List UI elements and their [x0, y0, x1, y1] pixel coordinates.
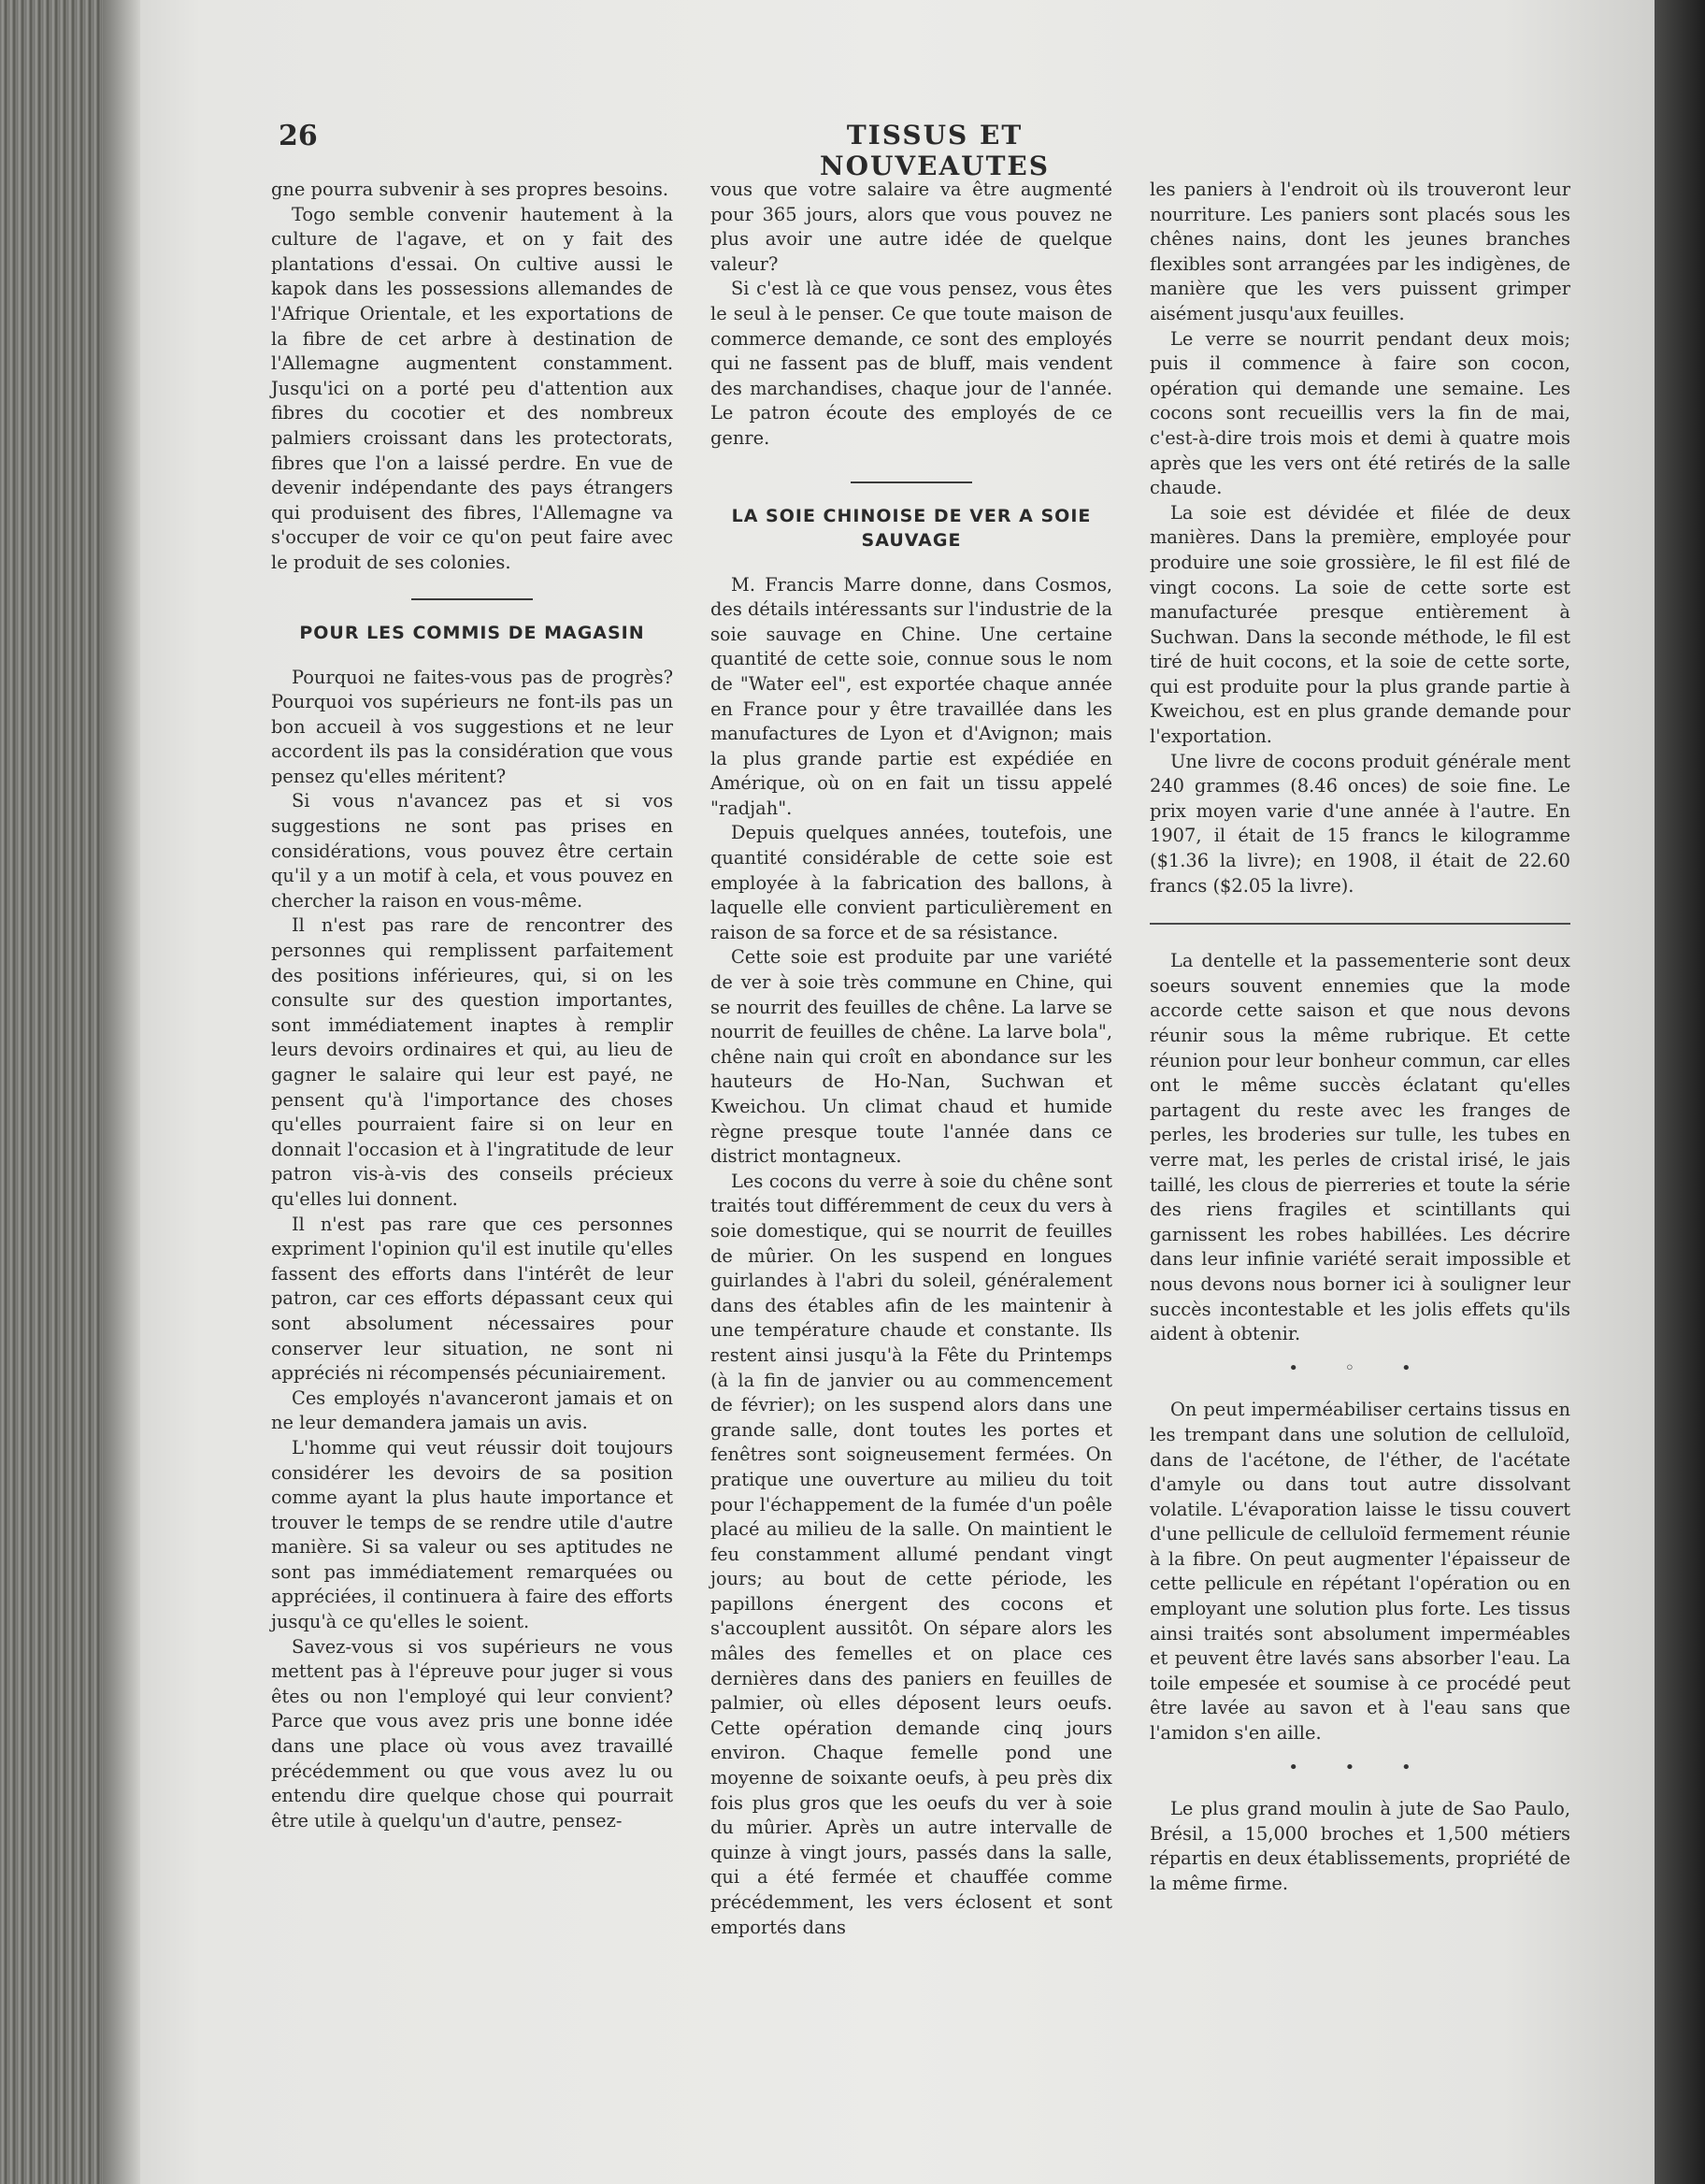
paragraph: Le plus grand moulin à jute de Sao Paulo, Brésil, a 15,000 broches et 1,500 métiers répartis en deux établissements, propriété de la même firme.	[1150, 1798, 1570, 1894]
paragraph: Depuis quelques années, toutefois, une quantité considérable de cette soie est employée à la fabrication des ballons, à laquelle elle convient particulièrement en raison de sa force et de sa résistance.	[710, 822, 1112, 943]
section-divider	[1150, 923, 1570, 925]
paragraph: Pourquoi ne faites-vous pas de progrès? Pourquoi vos supérieurs ne font-ils pas un bon accueil à vos suggestions et ne leur accordent ils pas la considération que vous pensez qu'elles méritent?	[271, 666, 673, 787]
paragraph: L'homme qui veut réussir doit toujours considérer les devoirs de sa position comme ayant la plus haute importance et trouver le temps de se rendre utile d'autre manière. Si sa valeur ou ses aptitudes ne sont pas immédiatement remarquées ou appréciées, il continuera à faire des efforts jusqu'à ce qu'elles le soient.	[271, 1436, 673, 1633]
paragraph: Le verre se nourrit pendant deux mois; puis il commence à faire son cocon, opération qui demande une semaine. Les cocons sont recueillis vers la fin de mai, c'est-à-dire trois mois et demi à quatre mois après que les vers ont été retirés de la salle chaude.	[1150, 327, 1570, 499]
asterism-divider: • ◦ •	[1288, 1358, 1432, 1378]
paragraph: les paniers à l'endroit où ils trouveront leur nourriture. Les paniers sont placés sous les chênes nains, dont les jeunes branches flexibles sont arrangées par les indigènes, de manière que les vers puissent grimper aisément jusqu'aux feuilles.	[1150, 179, 1570, 324]
paragraph: Ces employés n'avanceront jamais et on ne leur demandera jamais un avis.	[271, 1387, 673, 1434]
paragraph: Il n'est pas rare de rencontrer des personnes qui remplissent parfaitement des positions inférieures, qui, si on les consulte sur des question importantes, sont immédiatement inaptes à remplir leurs devoirs ordinaires et qui, au lieu de gagner le salaire qui leur est payé, ne pensent qu'à l'importance des choses qu'elles pourraient faire si on leur en donnait l'occasion et à l'ingratitude de leur patron vis-à-vis des conseils précieux qu'elles lui donnent.	[271, 914, 673, 1210]
page-header	[140, 120, 1655, 181]
paragraph: Les cocons du verre à soie du chêne sont traités tout différemment de ceux du vers à soie domestique, qui se nourrit de feuilles de mûrier. On les suspend en longues guirlandes à l'abri du soleil, généralement dans des étables afin de les maintenir à une température chaude et constante. Ils restent ainsi jusqu'à la Fête du Printemps (à la fin de janvier ou au commencement de février); on les suspend alors dans une grande salle, dont toutes les portes et fenêtres sont soigneusement fermées. On pratique une ouverture au milieu du toit pour l'échappement de la fumée d'un poêle placé au milieu de la salle. On maintient le feu constamment allumé pendant vingt jours; au bout de cette période, les papillons énergent des cocons et s'accouplent aussitôt. On sépare alors les mâles des femelles et on place ces dernières dans des paniers en feuilles de palmier, où elles déposent leurs oeufs. Cette opération demande cinq jours environ. Chaque femelle pond une moyenne de soixante oeufs, à peu près dix fois plus gros que les oeufs du ver à soie du mûrier. Après un autre intervalle de quinze à vingt jours, passés dans la salle, qui a été fermée et chauffée comme précédemment, les vers éclosent et sont emportés dans	[710, 1170, 1112, 1938]
paragraph: Une livre de cocons produit générale ment 240 grammes (8.46 onces) de soie fine. Le prix moyen varie d'une année à l'autre. En 1907, il était de 15 francs le kilogramme ($1.36 la livre); en 1908, il était de 22.60 francs ($2.05 la livre).	[1150, 750, 1570, 897]
paragraph: Togo semble convenir hautement à la culture de l'agave, et on y fait des plantations d'essai. On cultive aussi le kapok dans les possessions allemandes de l'Afrique Orientale, et les exportations de la fibre de cet arbre à destination de l'Allemagne augmentent constamment. Jusqu'ici on a porté peu d'attention aux fibres du cocotier et des nombreux palmiers croissant dans les protectorats, fibres que l'on a laissé perdre. En vue de devenir indépendante des pays étrangers qui produisent des fibres, l'Allemagne va s'occuper de voir ce qu'on peut faire avec le produit de ses colonies.	[271, 203, 673, 573]
paragraph: M. Francis Marre donne, dans Cosmos, des détails intéressants sur l'industrie de la soie sauvage en Chine. Une certaine quantité de cette soie, connue sous le nom de "Water eel", est exportée chaque année en France pour y être travaillée dans les manufactures de Lyon et d'Avignon; mais la plus grande partie est expédiée en Amérique, où on en fait un tissu appelé "radjah".	[710, 573, 1112, 819]
page-shadow	[1655, 0, 1705, 2184]
paragraph: La dentelle et la passementerie sont deux soeurs souvent ennemies que la mode accorde cette saison et que nous devons réunir sous la même rubrique. Et cette réunion pour leur bonheur commun, car elles ont le même succès éclatant qu'elles partagent du reste avec les franges de perles, les broderies sur tulle, les tubes en verre mat, les perles de cristal irisé, le jais taillé, les clous de pierreries et toute la série des riens fragiles et scintillants qui garnissent les robes habillées. Les décrire dans leur infinie variété serait impossible et nous devons nous borner ici à souligner leur succès incontestable et les jolis effets qu'ils aident à obtenir.	[1150, 950, 1570, 1345]
paragraph: Si c'est là ce que vous pensez, vous êtes le seul à le penser. Ce que toute maison de commerce demande, ce sont des employés qui ne fassent pas de bluff, mais vendent des marchandises, chaque jour de l'année. Le patron écoute des employés de ce genre.	[710, 278, 1112, 449]
paragraph: On peut imperméabiliser certains tissus en les trempant dans une solution de celluloïd, dans de l'acétone, de l'éther, de l'acétate d'amyle ou dans tout autre dissolvant volatile. L'évaporation laisse le tissu couvert d'une pellicule de celluloïd fermement réunie à la fibre. On peut augmenter l'épaisseur de cette pellicule en répétant l'opération ou en employant une solution plus forte. Les tissus ainsi traités sont absolument imperméables et peuvent être lavés sans absorber l'eau. La toile empesée et soumise à ce procédé peut être lavée au savon et à l'eau sans que l'amidon s'en aille.	[1150, 1399, 1570, 1745]
paragraph: vous que votre salaire va être augmenté pour 365 jours, alors que vous pouvez ne plus avoir une autre idée de quelque valeur?	[710, 179, 1112, 275]
paragraph: Savez-vous si vos supérieurs ne vous mettent pas à l'épreuve pour juger si vous êtes ou non l'employé qui leur convient? Parce que vous avez pris une bonne idée dans une place où vous avez travaillé précédemment ou que vous avez lu ou entendu dire quelque chose qui pourrait être utile à quelqu'un d'autre, pensez-	[271, 1635, 673, 1832]
section-heading-soie: LA SOIE CHINOISE DE VER A SOIE SAUVAGE	[731, 505, 1092, 551]
paragraph: Cette soie est produite par une variété de ver à soie très commune en Chine, qui se nourrit des feuilles de chêne. La larve se nourrit de feuilles de chêne. La larve bola", chêne nain qui croît en abondance sur les hauteurs de Ho-Nan, Suchwan et Kweichou. Un climat chaud et humide règne presque toute l'année dans ce district montagneux.	[710, 946, 1112, 1168]
column-3	[1150, 178, 1570, 1897]
journal-title: TISSUS ET NOUVEAUTES	[819, 120, 1050, 181]
column-1	[271, 178, 673, 1833]
section-divider	[851, 481, 972, 483]
section-heading-commis: POUR LES COMMIS DE MAGASIN	[299, 622, 645, 643]
column-2	[710, 178, 1112, 1940]
paragraph: Si vous n'avancez pas et si vos suggestions ne sont pas prises en considérations, vous pouvez être certain qu'il y a un motif à cela, et vous pouvez en chercher la raison en vous-même.	[271, 790, 673, 912]
page-number: 26	[279, 120, 318, 152]
paragraph: La soie est dévidée et filée de deux manières. Dans la première, employée pour produire une soie grossière, le fil est filé de vingt cocons. La soie de cette sorte est manufacturée presque entièrement à Suchwan. Dans la seconde méthode, le fil est tiré de huit cocons, et la soie de cette sorte, qui est produite pour la plus grande partie à Kweichou, est en plus grande demande pour l'exportation.	[1150, 501, 1570, 748]
paragraph: gne pourra subvenir à ses propres besoins.	[271, 179, 668, 200]
section-divider	[411, 598, 533, 600]
book-page-edges	[0, 0, 140, 2184]
paragraph: Il n'est pas rare que ces personnes expriment l'opinion qu'il est inutile qu'elles fassent des efforts dans l'intérêt de leur patron, car ces efforts dépassant ceux qui sont absolument nécessaires pour conserver leur situation, ne sont ni appréciés ni récompensés pécuniairement.	[271, 1213, 673, 1385]
asterism-divider: • • •	[1288, 1757, 1432, 1777]
